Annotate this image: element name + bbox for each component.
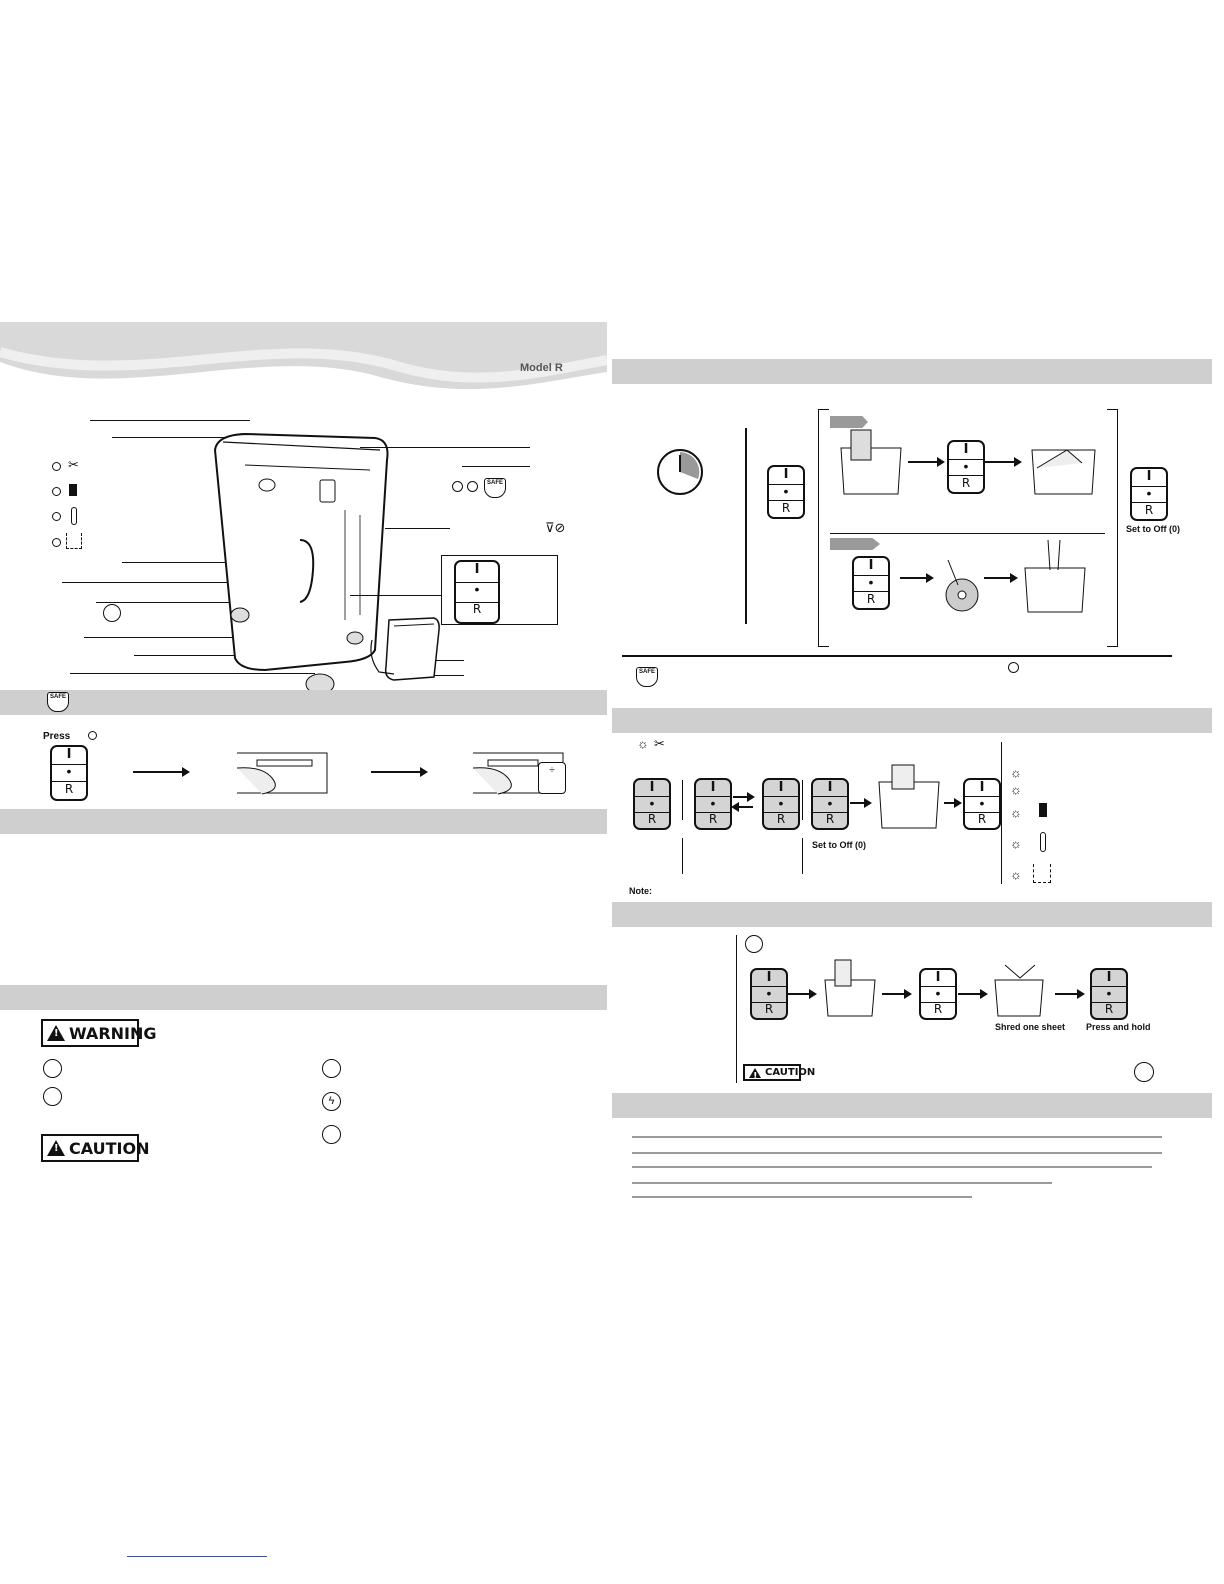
flow-arrow [900,577,932,579]
text-line [632,1136,1162,1138]
flow-arrow [908,461,943,463]
text-line [632,1166,1152,1168]
divider [802,838,803,874]
machine-icon [322,1125,341,1144]
flow-arrow [733,796,753,798]
step-tag [830,538,880,550]
model-mark: Model R [520,362,563,374]
shred-one-sheet-label: Shred one sheet [995,1022,1066,1032]
power-switch: I • R [919,968,957,1020]
power-switch: I • R [852,556,890,610]
callout-line [360,447,530,448]
safe-sense-icon: SAFE [484,478,506,498]
flow-arrow [733,806,753,808]
scissors-icon: ✂ [654,736,665,751]
divider [682,780,683,820]
small-shredder-illustration [364,612,444,688]
warning-triangle-icon [47,1140,65,1156]
footer-link[interactable] [127,1556,267,1557]
section-band-maintenance [612,1093,1212,1118]
power-switch: I • R [947,440,985,494]
flow-arrow [985,461,1020,463]
cd-feed-illustration [1020,540,1092,615]
power-switch: I • R [694,778,732,830]
safe-light [467,481,478,492]
set-off-label: Set to Off (0) [1126,524,1180,534]
flow-arrow [787,993,815,995]
light-on-icon: ☼ [1010,782,1022,797]
indicator-light [52,512,61,521]
paper-feed-illustration [990,960,1048,1018]
indicator-light [52,487,61,496]
step-bracket [818,409,829,647]
electrical-hazard-icon: ϟ [322,1092,341,1111]
no-loose-clothing-icon [322,1059,341,1078]
callout-line [385,528,450,529]
header-wave [0,322,607,412]
no-aerosol-icon [43,1087,62,1106]
warning-triangle-icon [749,1068,761,1078]
power-light [452,481,463,492]
callout-line [462,466,530,467]
no-loose-clothing-icon [1134,1062,1154,1082]
section-band-safesense [0,690,607,715]
warning-label: ! WARNING [41,1019,139,1047]
step-bracket [1107,409,1118,647]
text-line [632,1152,1162,1154]
step-tag [830,416,868,428]
scissors-icon: ✂ [68,457,79,472]
light-on-icon: ☼ [637,736,649,751]
oil-icon [745,935,763,953]
power-switch: I • R [1090,968,1128,1020]
flow-arrow [958,993,986,995]
flow-arrow [882,993,910,995]
flow-arrow [133,771,188,773]
flow-arrow [1055,993,1083,995]
section-band-2 [0,809,607,834]
power-switch: I • R [767,465,805,519]
caution-label: ! CAUTION [743,1064,801,1081]
basket-icon [1033,864,1051,883]
power-switch: I • R [1130,467,1168,521]
door-icon [103,604,121,622]
power-switch: I • R [750,968,788,1020]
text-line [632,1196,972,1198]
press-label: Press [43,731,71,742]
section-band-safety [0,985,607,1010]
paper-insert-illustration [874,760,944,830]
section-band-operation [612,359,1212,384]
light-on-icon: ☼ [1010,836,1022,851]
paper-insert-illustration [836,428,908,496]
safe-sense-icon: SAFE [636,667,658,687]
clock-icon [655,447,705,497]
section-band-indicators [612,708,1212,733]
basket-icon [66,533,82,549]
indicator-light [88,731,97,740]
indicator-light [52,462,61,471]
power-switch: I • R [762,778,800,830]
no-children-icon [43,1059,62,1078]
caution-label: ! CAUTION [41,1134,139,1162]
light-on-icon: ☼ [1010,765,1022,780]
light-on-icon: ☼ [1010,867,1022,882]
hand-on-slot-illustration [232,748,332,796]
oil-sheet-illustration [820,958,880,1018]
note-label: Note: [629,886,652,896]
text-line [632,1182,1052,1184]
section-band-cd [612,902,1212,927]
divider [736,935,737,1083]
divider [1001,742,1002,884]
indicator-light [52,538,61,547]
power-switch: I • R [454,560,500,624]
flow-arrow [371,771,426,773]
power-switch: I • R [633,778,671,830]
power-switch: I • R [811,778,849,830]
flow-arrow [850,802,870,804]
warning-triangle-icon [47,1025,65,1041]
set-off-label: Set to Off (0) [812,840,866,850]
paper-feed-illustration [1027,428,1102,496]
cd-insert-illustration [940,555,985,615]
thermometer-icon [71,507,77,525]
divider [622,655,1172,657]
light-on-icon: ☼ [1010,805,1022,820]
safe-sense-icon: SAFE [47,692,69,712]
flow-arrow [984,577,1016,579]
power-switch: I • R [963,778,1001,830]
bin-icon [1039,803,1047,817]
divider [802,780,803,820]
flow-arrow [944,802,960,804]
switch-closeup: ÷ [538,762,566,794]
divider [830,533,1105,534]
press-and-hold-label: Press and hold [1086,1022,1151,1032]
bin-icon [69,484,77,496]
lock-icon: ⊽⊘ [545,520,566,535]
power-switch: I • R [50,745,88,801]
divider [682,838,683,874]
no-entry-icon [1008,662,1019,673]
thermometer-icon [1040,832,1046,852]
callout-line [350,595,445,596]
divider [745,428,747,624]
